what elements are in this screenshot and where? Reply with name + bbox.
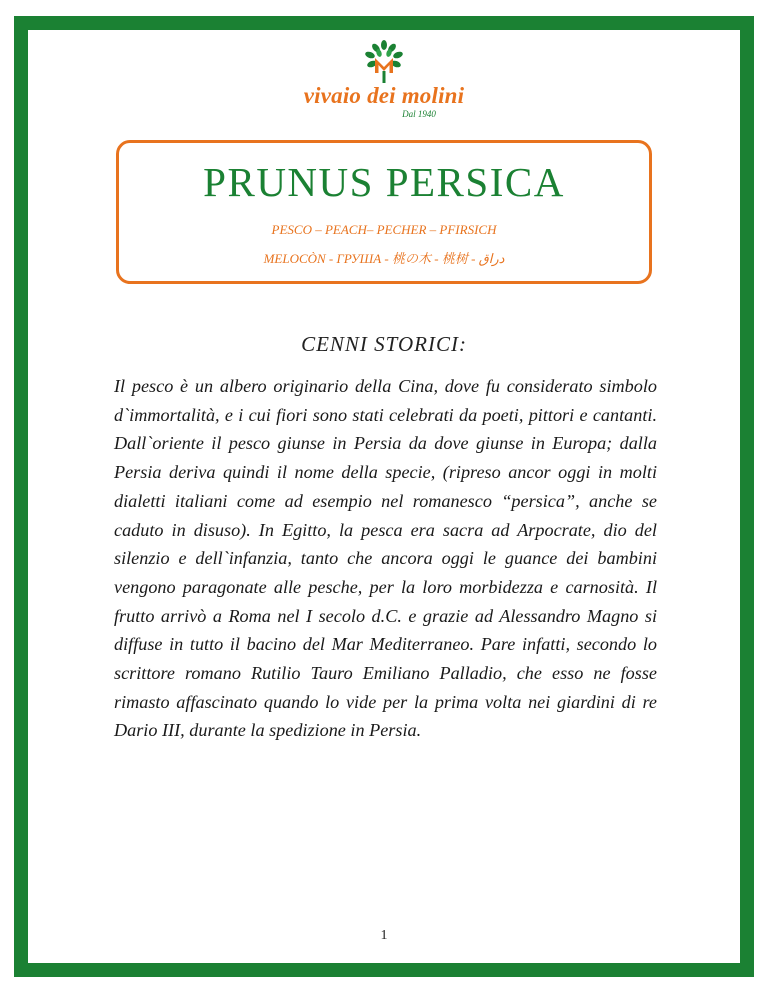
company-logo xyxy=(0,40,768,119)
page-number: 1 xyxy=(380,928,388,943)
section-heading: CENNI STORICI: xyxy=(301,332,467,356)
title-box xyxy=(116,140,652,284)
common-names-line-2: MELOCÒN - ГРУША - 桃の木 - 桃树 - دراق xyxy=(263,251,505,266)
history-paragraph: Il pesco è un albero originario della Cina, dove fu considerato simbolo d`immortalità, e i cui fiori sono stati celebrati da poeti, pittori e cantanti. Dall`oriente il pesco giunse in Persia da dove giunse in Europa; dalla Persia deriva quindi il nome della specie, (ripreso ancor oggi in molti dialetti italiani come ad esempio nel romanesco “persica”, anche se caduto in disuso). In Egitto, la pesca era sacra ad Arpocrate, dio del silenzio e dell`infanzia, tanto che ancora oggi le guance dei bambini vengono paragonate alle pesche, per la loro morbidezza e carnosità. Il frutto arrivò a Roma nel I secolo d.C. e grazie ad Alessandro Magno si diffuse in tutto il bacino del Mar Mediterraneo. Pare infatti, secondo lo scrittore romano Rutilio Tauro Emiliano Palladio, che esso ne fosse rimasto affascinato quando lo vide per la prima volta nei giardini di re Dario III, durante la spedizione in Persia. xyxy=(114,376,657,741)
tree-M-logo-icon xyxy=(364,40,404,84)
page-title: PRUNUS PERSICA xyxy=(203,159,565,205)
logo-wordmark: vivaio dei molini xyxy=(303,83,465,108)
common-names-line-1: PESCO – PEACH– PECHER – PFIRSICH xyxy=(271,222,497,237)
logo-since-label: Dal 1940 xyxy=(402,109,436,119)
